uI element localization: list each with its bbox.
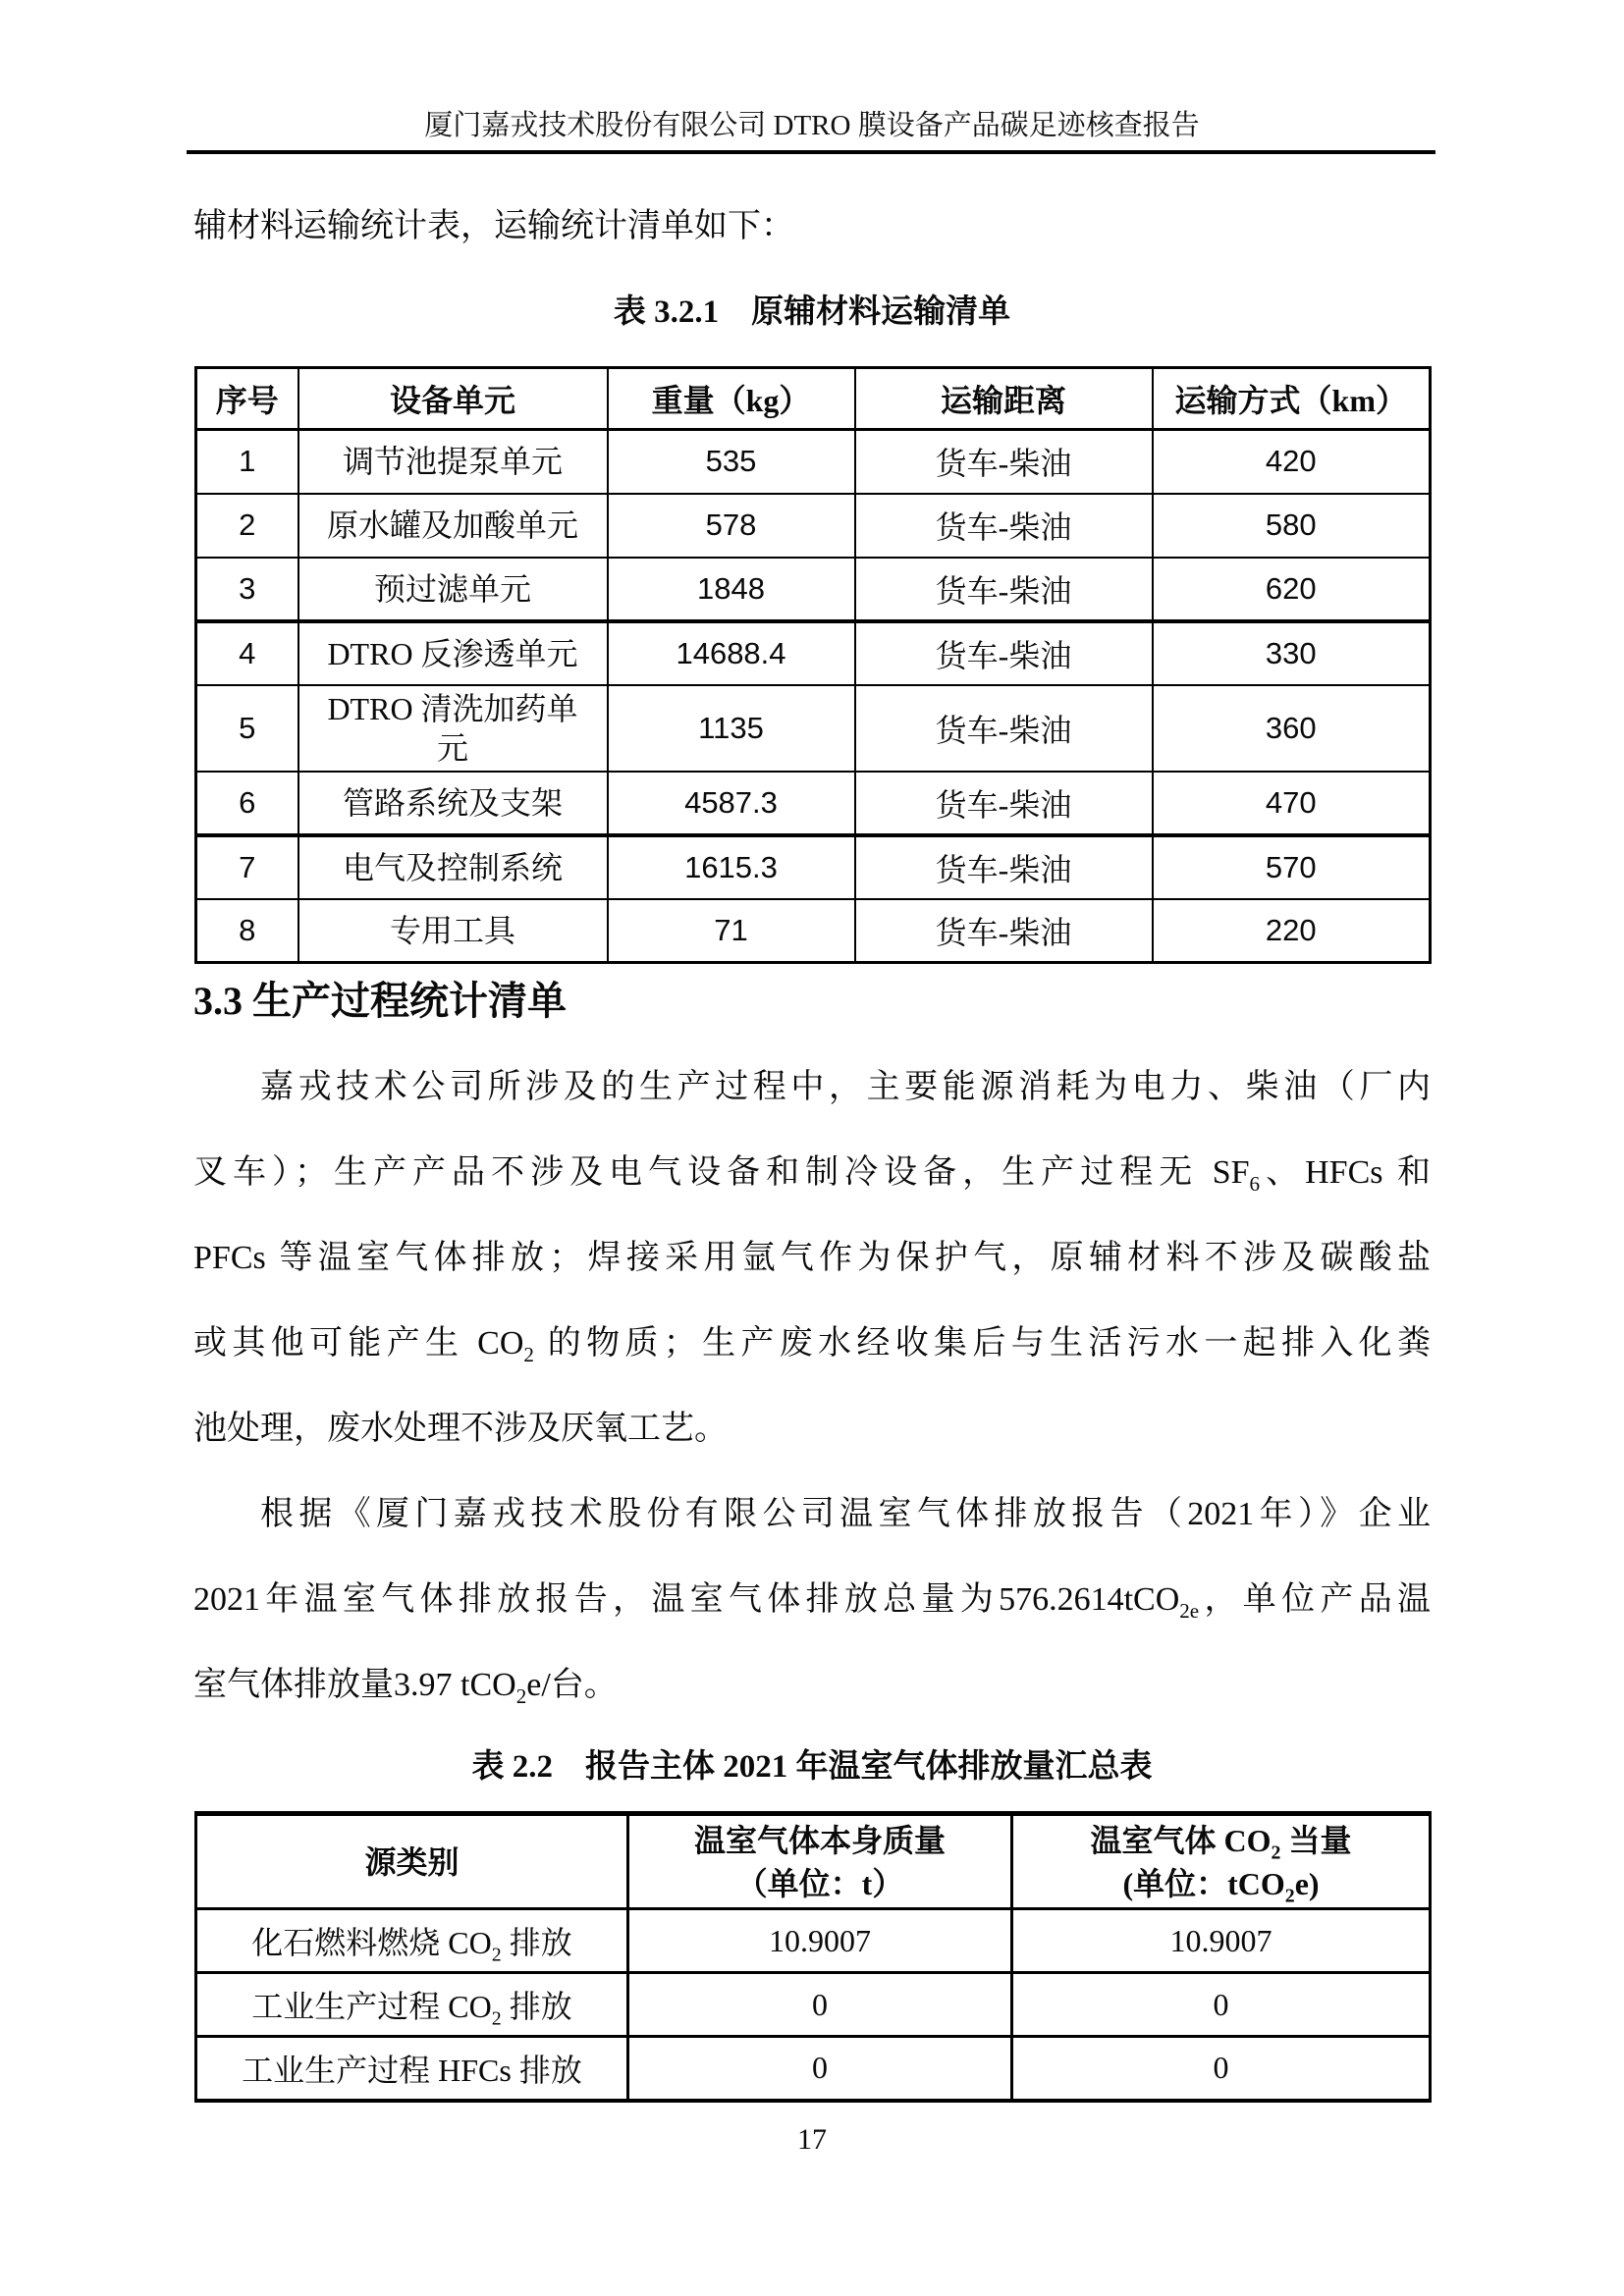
paragraph-line: 叉车）；生产产品不涉及电气设备和制冷设备，生产过程无 $SF_6$、HFCs 和 [193,1154,1431,1196]
table-header-cell: 源类别 [196,1814,628,1909]
table-cell: 货车-柴油 [855,685,1153,772]
table-cell: 420 [1153,430,1431,494]
table-cell: 535 [608,430,855,494]
table-cell: 220 [1153,899,1431,963]
materials-transport-table [194,366,1432,964]
table-cell: 预过滤单元 [298,558,608,621]
table-header-cell: 重量（kg） [608,368,855,430]
paragraph-line: 根据《厦门嘉戎技术股份有限公司温室气体排放报告（2021年）》企业 [260,1496,1431,1532]
production-process-paragraph [193,1044,1431,1728]
table-cell: 6 [196,772,298,835]
table-cell: 578 [608,494,855,558]
table-cell: 货车-柴油 [855,621,1153,685]
table-row [196,558,1431,621]
table-header-cell: 设备单元 [298,368,608,430]
table-cell: 货车-柴油 [855,899,1153,963]
table-cell: 360 [1153,685,1431,772]
table2-caption: 表 2.2 报告主体 2021 年温室气体排放量汇总表 [471,1749,1153,1785]
table-cell: 7 [196,835,298,899]
table-header-cell: 温室气体本身质量 （单位：t） [628,1814,1012,1909]
table-header-cell: 温室气体 $CO_2$ 当量 (单位：tCO$_2$e) [1012,1814,1431,1909]
table-row [196,621,1431,685]
table-header-row [196,1814,1431,1909]
table-cell: DTRO 清洗加药单 元 [298,685,608,772]
table-cell: 10.9007 [1012,1909,1431,1973]
section-heading: 3.3 生产过程统计清单 [193,979,567,1023]
table-cell: 1 [196,430,298,494]
table-row [196,494,1431,558]
table-cell: 0 [628,2037,1012,2101]
table-cell: 0 [1012,1973,1431,2037]
table-cell: 化石燃料燃烧 $CO_2$ 排放 [196,1909,628,1973]
table-cell: 0 [628,1973,1012,2037]
table-cell: 0 [1012,2037,1431,2101]
table-cell: 货车-柴油 [855,772,1153,835]
table-cell: 570 [1153,835,1431,899]
document-header-title: 厦门嘉戎技术股份有限公司 DTRO 膜设备产品碳足迹核查报告 [424,110,1200,141]
table-row [196,685,1431,772]
table-header-row [196,368,1431,430]
table-cell: 电气及控制系统 [298,835,608,899]
table-cell: 工业生产过程 $CO_2$ 排放 [196,1973,628,2037]
table-cell: 1135 [608,685,855,772]
table-row [196,430,1431,494]
table-cell: 330 [1153,621,1431,685]
intro-text: 辅材料运输统计表，运输统计清单如下： [193,208,794,244]
paragraph-line: 池处理，废水处理不涉及厌氧工艺。 [193,1411,728,1447]
table-row [196,1973,1431,2037]
table-cell: 8 [196,899,298,963]
table-row [196,835,1431,899]
table-cell: 620 [1153,558,1431,621]
table-cell: 货车-柴油 [855,430,1153,494]
table-row [196,2037,1431,2101]
table-cell: 4587.3 [608,772,855,835]
table-cell: 货车-柴油 [855,494,1153,558]
table-header-cell: 运输距离 [855,368,1153,430]
table-cell: 10.9007 [628,1909,1012,1973]
table-cell: DTRO 反渗透单元 [298,621,608,685]
paragraph-line: 室气体排放量3.97 tCO$_2$e/台。 [193,1667,618,1708]
table-cell: 1615.3 [608,835,855,899]
paragraph-line: 嘉戎技术公司所涉及的生产过程中，主要能源消耗为电力、柴油（厂内 [260,1069,1431,1105]
page-number: 17 [797,2123,827,2156]
table-row [196,1909,1431,1973]
table-cell: 5 [196,685,298,772]
paragraph-line: 或其他可能产生 $CO_2$ 的物质；生产废水经收集后与生活污水一起排入化粪 [193,1325,1432,1366]
table-cell: 管路系统及支架 [298,772,608,835]
table-cell: 调节池提泵单元 [298,430,608,494]
table-cell: 1848 [608,558,855,621]
ghg-summary-table [194,1811,1432,2103]
table-cell: 专用工具 [298,899,608,963]
table-cell: 原水罐及加酸单元 [298,494,608,558]
table-cell: 14688.4 [608,621,855,685]
table-cell: 货车-柴油 [855,835,1153,899]
table-cell: 580 [1153,494,1431,558]
table-cell: 2 [196,494,298,558]
table-header-cell: 序号 [196,368,298,430]
paragraph-line: 2021年温室气体排放报告，温室气体排放总量为576.2614tCO$_{2e}$，单位产品温 [193,1581,1431,1623]
table-row [196,772,1431,835]
paragraph-line: PFCs 等温室气体排放；焊接采用氩气作为保护气，原辅材料不涉及碳酸盐 [193,1240,1431,1276]
table-cell: 4 [196,621,298,685]
table-header-cell: 运输方式（km） [1153,368,1431,430]
table-cell: 货车-柴油 [855,558,1153,621]
table-cell: 470 [1153,772,1431,835]
table-cell: 工业生产过程 HFCs 排放 [196,2037,628,2101]
table1-caption: 表 3.2.1 原辅材料运输清单 [613,294,1011,330]
table-cell: 3 [196,558,298,621]
table-cell: 71 [608,899,855,963]
header-rule [187,150,1435,154]
table-row [196,899,1431,963]
